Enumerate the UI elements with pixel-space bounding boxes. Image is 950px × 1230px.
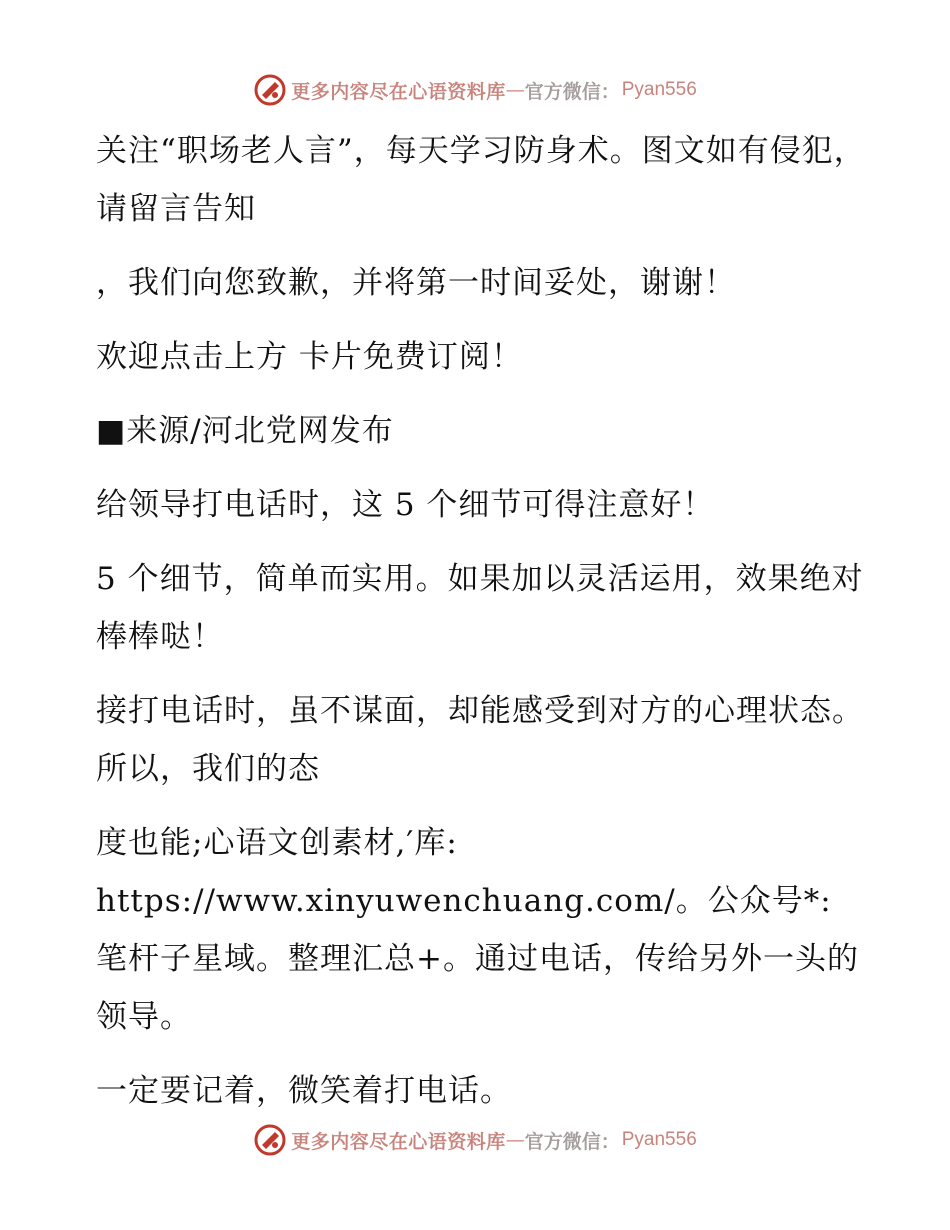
paragraph-source: ■来源/河北党网发布 <box>96 413 394 449</box>
brand-logo-icon <box>253 1123 287 1157</box>
header-wechat-id: Pyan556 <box>621 79 697 100</box>
paragraph-follow-notice: 关注“职场老人言”，每天学习防身术。图文如有侵犯，请留言告知 <box>96 133 866 227</box>
document-body <box>96 122 866 1136</box>
paragraph-phone-state: 接打电话时，虽不谋面，却能感受到对方的心理状态。所以，我们的态 <box>96 693 864 787</box>
paragraph-attitude: 度也能;心语文创素材,′库: https://www.xinyuwenchuang.com/。公众号*: 笔杆子星域。整理汇总+。通过电话，传给另外一头的领导。 <box>96 825 859 1035</box>
footer-watermark <box>0 1120 950 1160</box>
footer-brand-text: 更多内容尽在心语资料库 <box>291 1130 506 1153</box>
paragraph-apology: ，我们向您致歉，并将第一时间妥处，谢谢！ <box>96 265 736 301</box>
footer-dash: — <box>505 1129 525 1151</box>
header-official-label: 官方微信： <box>524 80 620 103</box>
header-dash: — <box>505 79 525 101</box>
footer-official-label: 官方微信： <box>524 1130 620 1153</box>
paragraph-subscribe: 欢迎点击上方 卡片免费订阅！ <box>96 339 523 375</box>
paragraph-heading: 给领导打电话时，这 5 个细节可得注意好！ <box>96 487 715 523</box>
footer-wechat-id: Pyan556 <box>621 1129 697 1150</box>
header-brand-text: 更多内容尽在心语资料库 <box>291 80 506 103</box>
paragraph-details: 5 个细节，简单而实用。如果加以灵活运用，效果绝对棒棒哒！ <box>96 561 864 655</box>
paragraph-smile: 一定要记着，微笑着打电话。 <box>96 1073 512 1109</box>
brand-logo-icon <box>253 73 287 107</box>
header-watermark <box>0 70 950 110</box>
